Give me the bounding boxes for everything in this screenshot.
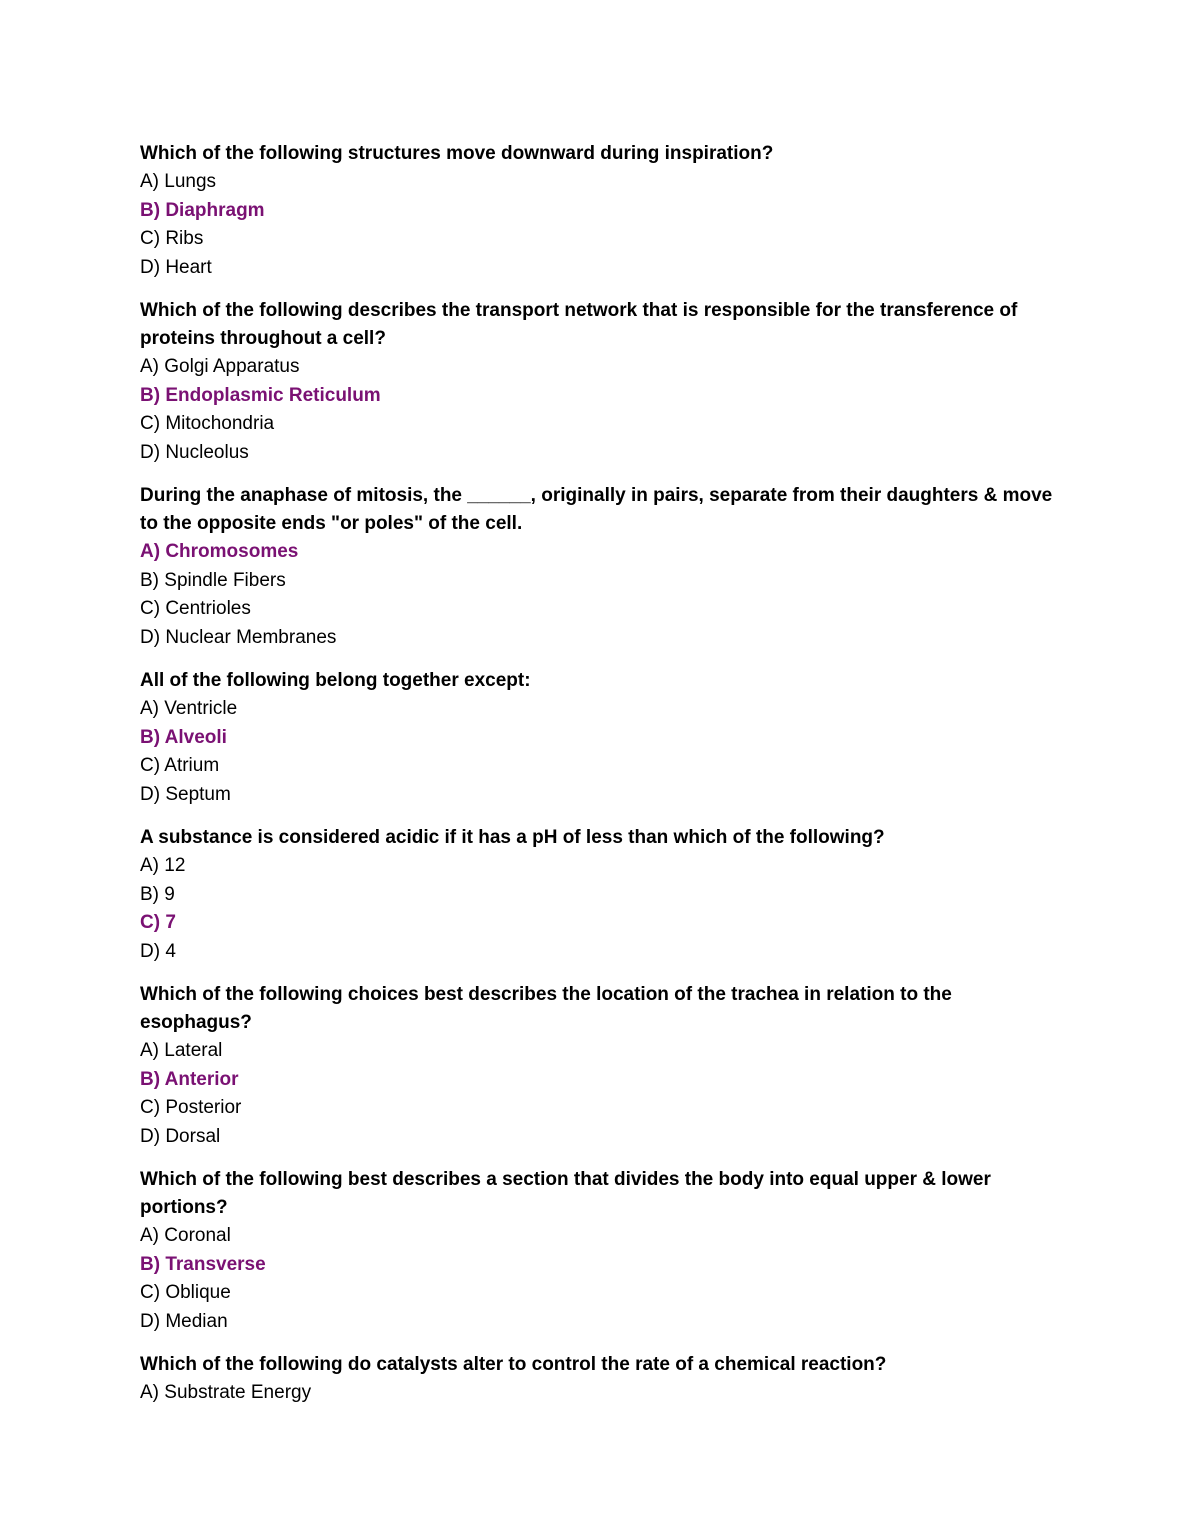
answer-option: C) Mitochondria bbox=[140, 413, 275, 434]
question-block-2 bbox=[140, 297, 1060, 467]
answer-option: A) Golgi Apparatus bbox=[140, 356, 300, 377]
question-text: All of the following belong together except: bbox=[140, 670, 531, 691]
correct-answer-option: B) Endoplasmic Reticulum bbox=[140, 384, 381, 406]
answer-option: C) Centrioles bbox=[140, 598, 251, 619]
correct-answer-option: A) Chromosomes bbox=[140, 541, 299, 562]
question-block-8 bbox=[140, 1351, 1060, 1408]
answer-option: C) Ribs bbox=[140, 228, 204, 249]
question-block-6 bbox=[140, 981, 1060, 1151]
answer-option: D) Dorsal bbox=[140, 1125, 221, 1147]
question-block-7 bbox=[140, 1166, 1060, 1336]
correct-answer-option: B) Diaphragm bbox=[140, 199, 265, 221]
question-text: Which of the following structures move downward during inspiration? bbox=[140, 143, 774, 164]
answer-option: A) Ventricle bbox=[140, 698, 238, 719]
question-block-4 bbox=[140, 667, 1060, 809]
answer-option: D) 4 bbox=[140, 940, 176, 962]
answer-option: C) Posterior bbox=[140, 1097, 242, 1118]
correct-answer-option: C) 7 bbox=[140, 912, 176, 933]
answer-option: D) Septum bbox=[140, 783, 231, 805]
question-text: A substance is considered acidic if it has a pH of less than which of the following? bbox=[140, 827, 885, 848]
answer-option: C) Atrium bbox=[140, 755, 220, 776]
question-text: Which of the following best describes a section that divides the body into equal upper & lower portions? bbox=[140, 1169, 991, 1218]
question-text: Which of the following choices best describes the location of the trachea in relation to the esophagus? bbox=[140, 984, 952, 1033]
correct-answer-option: B) Anterior bbox=[140, 1068, 239, 1090]
correct-answer-option: B) Transverse bbox=[140, 1253, 266, 1275]
question-text: Which of the following describes the transport network that is responsible for the transference of proteins throughout a cell? bbox=[140, 300, 1018, 349]
answer-option: A) 12 bbox=[140, 855, 186, 876]
answer-option: B) 9 bbox=[140, 883, 175, 905]
correct-answer-option: B) Alveoli bbox=[140, 726, 227, 748]
answer-option: D) Heart bbox=[140, 256, 212, 278]
answer-option: A) Lateral bbox=[140, 1040, 223, 1061]
answer-option: A) Lungs bbox=[140, 171, 217, 192]
question-block-3 bbox=[140, 482, 1060, 652]
question-block-1 bbox=[140, 140, 1060, 282]
answer-option: A) Coronal bbox=[140, 1225, 231, 1246]
answer-option: C) Oblique bbox=[140, 1282, 231, 1303]
answer-option: D) Nuclear Membranes bbox=[140, 626, 337, 648]
question-text: Which of the following do catalysts alter to control the rate of a chemical reaction? bbox=[140, 1354, 887, 1375]
answer-option: A) Substrate Energy bbox=[140, 1382, 312, 1403]
question-text: During the anaphase of mitosis, the ______, originally in pairs, separate from their daughters & move to the opposite ends "or poles" of the cell. bbox=[140, 485, 1053, 534]
question-block-5 bbox=[140, 824, 1060, 966]
quiz-page bbox=[140, 140, 1060, 1423]
answer-option: D) Nucleolus bbox=[140, 441, 249, 463]
answer-option: D) Median bbox=[140, 1310, 228, 1332]
answer-option: B) Spindle Fibers bbox=[140, 569, 286, 591]
